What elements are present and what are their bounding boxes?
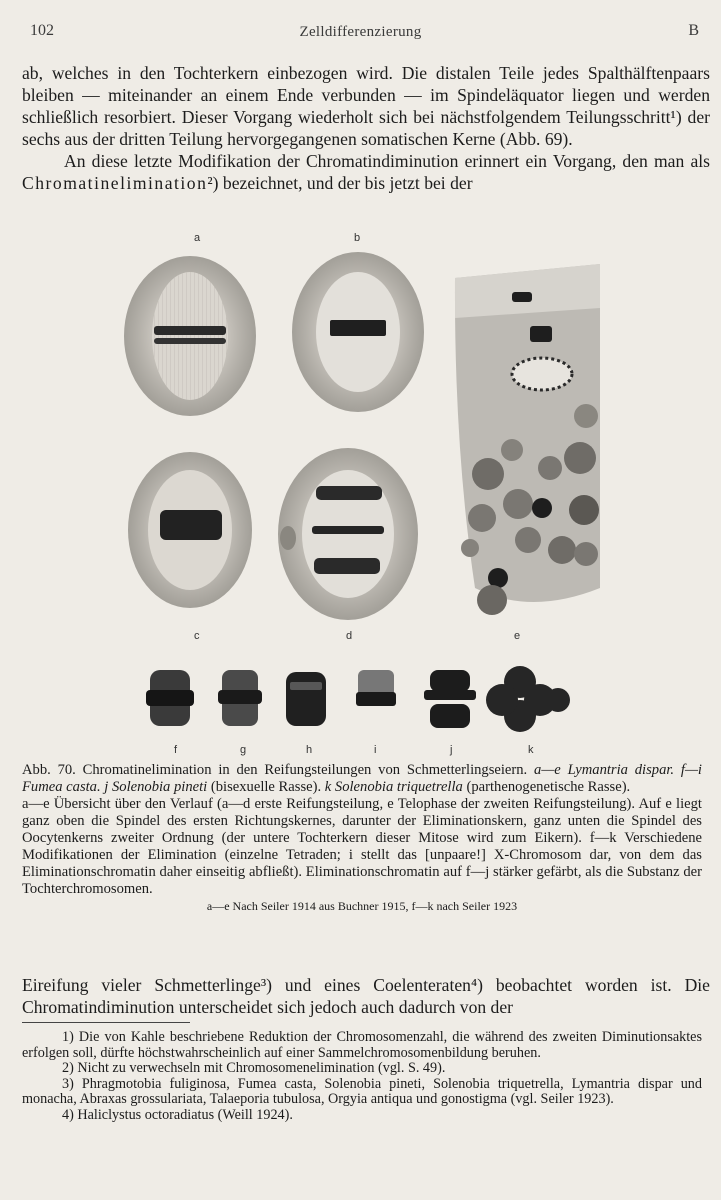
paragraph-2: An diese letzte Modifikation der Chromatindiminution erinnert ein Vorgang, den man als Chromatinelimination²) bezeichnet, und der bis jetzt bei der: [22, 151, 710, 193]
tetrad-g: [218, 670, 262, 726]
label-d: d: [346, 630, 353, 642]
panel-d-spindle: [278, 448, 418, 620]
figure-70: [110, 228, 610, 758]
tetrad-k: [486, 666, 570, 732]
tetrad-f: [146, 670, 194, 726]
running-title: Zelldifferenzierung: [299, 24, 422, 40]
footnote-1: 1) Die von Kahle beschriebene Reduktion der Chromosomenzahl, die während des zweiten Diminutionsaktes erfolgen soll, dürfte höchstwahrscheinlich auf einer Sammelchromosomenbildung beruhen.: [22, 1029, 702, 1061]
tetrad-h: [286, 672, 326, 726]
label-b: b: [354, 232, 361, 244]
label-k: k: [528, 744, 534, 756]
caption-credit: a—e Nach Seiler 1914 aus Buchner 1915, f—k nach Seiler 1923: [206, 899, 518, 913]
body-text-top: [22, 62, 710, 194]
label-c: c: [194, 630, 200, 642]
spaced-term: Chromatinelimination: [22, 173, 208, 193]
label-e: e: [514, 630, 521, 642]
paragraph-3: Eireifung vieler Schmetterlinge³) und eines Coelenteraten⁴) beobachtet worden ist. Die Chromatindiminution unterscheidet sich jedoch auch dadurch von der: [22, 975, 710, 1017]
footnote-3: 3) Phragmotobia fuliginosa, Fumea casta, Solenobia pineti, Solenobia triquetrella, Lymantria dispar und monacha, Abraxas grossulariata, Talaeporia tubulosa, Orgyia antiqua und gonostigma (vgl. Seiler 1923).: [22, 1075, 702, 1108]
body-text-bottom: [22, 974, 710, 1018]
paragraph-1: ab, welches in den Tochterkern einbezogen wird. Die distalen Teile jedes Spalthälftenpaars bleiben — miteinander an einem Ende verbunden — im Spindeläquator liegen und werden schließlich resorbiert. Dieser Vorgang wiederholt sich bei nächstfolgendem Teilungsschritt¹) der sechs aus der dritten Teilung hervorgegangenen somatischen Kerne (Abb. 69).: [22, 63, 710, 149]
footnotes: [22, 1030, 702, 1124]
tetrad-i: [356, 670, 396, 706]
footnote-4: 4) Haliclystus octoradiatus (Weill 1924).: [62, 1106, 293, 1123]
panel-c-spindle: [128, 452, 252, 608]
figure-caption: [22, 762, 702, 915]
label-a: a: [194, 232, 201, 244]
label-f: f: [174, 744, 178, 756]
label-g: g: [240, 744, 247, 756]
signature-mark: B: [688, 22, 699, 39]
caption-body: a—e Übersicht über den Verlauf (a—d erste Reifungsteilung, e Telophase der zweiten Reifungsteilung). Auf e liegt ganz oben die Spindel des ersten Richtungskernes, darunter der Eliminationskern, ganz unten die Spindel des Oocytenkerns zweiter Ordnung (der untere Tochterkern dieser Mitose wird zum Eikern). f—k Verschiedene Modifikationen der Elimination (einzelne Tetraden; i stellt das [unpaare!] X-Chromosom dar, von dem das Eliminationschromatin daher einseitig abfließt). Eliminationschromatin auf f—j stärker gefärbt, als die Substanz der Tochterchromosomen.: [22, 796, 702, 897]
caption-lead: Abb. 70.: [22, 762, 76, 778]
figure-panels-a-to-e: [110, 248, 610, 678]
panel-a-spindle: [124, 256, 256, 416]
footnote-rule: [22, 1022, 190, 1023]
label-j: j: [450, 744, 453, 756]
label-i: i: [374, 744, 377, 756]
figure-tetrads-f-to-k: [110, 660, 610, 740]
page-number: 102: [30, 22, 54, 39]
tetrad-j: [424, 670, 476, 728]
panel-e-egg-section: [455, 264, 600, 615]
footnote-2: 2) Nicht zu verwechseln mit Chromosomenelimination (vgl. S. 49).: [62, 1060, 446, 1077]
caption-title: Abb. 70. Chromatinelimination in den Reifungsteilungen von Schmetterlingseiern. a—e Lymantria dispar. f—i Fumea casta. j Solenobia pineti (bisexuelle Rasse). k Solenobia triquetrella (parthenogenetische Rasse).: [22, 762, 702, 795]
panel-b-spindle: [292, 252, 424, 412]
page-header: [22, 20, 699, 44]
label-h: h: [306, 744, 313, 756]
